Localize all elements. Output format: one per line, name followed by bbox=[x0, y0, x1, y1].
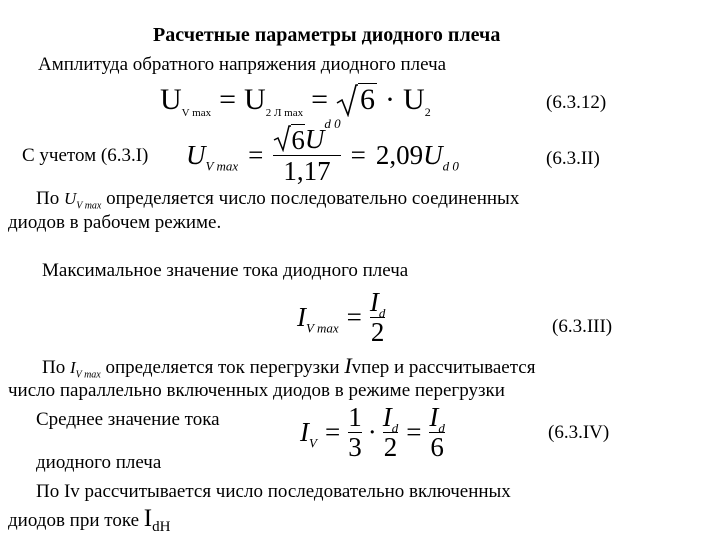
paragraph-overload: По $I_{V max}$ определяется ток перегрузки Ivпер и рассчитывается bbox=[42, 353, 536, 381]
eq4-fraction-2: $\frac{I_d}{2}$ bbox=[382, 401, 399, 462]
paragraph-u-v-max: По $U_{V max}$ определяется число последовательно соединенных bbox=[36, 188, 520, 212]
eq1-rhs: $U_2$ bbox=[403, 83, 431, 119]
paragraph-series-diodes-line2: диодов при токе $I_{dН}$ bbox=[8, 505, 171, 535]
ref-6-3-II: (6.3.II) bbox=[546, 148, 600, 169]
ref-6-3-IV: (6.3.IV) bbox=[548, 422, 610, 443]
eq2-fraction: 6 U d 0 1,17 bbox=[273, 124, 340, 186]
equation-6-3-III: $I_{V max}$ = $\frac{I_d}{2}$ bbox=[297, 286, 386, 347]
paragraph-overload-line2: число параллельно включенных диодов в режиме перегрузки bbox=[8, 380, 505, 401]
eq4-lhs: $I_V$ bbox=[300, 416, 317, 450]
eq1-lhs: $U_{V max}$ bbox=[160, 83, 212, 119]
equation-6-3-II: $U_{V max}$ = 6 U d 0 1,17 = 2,09 $U_{d 0}$ bbox=[186, 116, 459, 186]
paragraph-average-current-line2: диодного плеча bbox=[36, 452, 162, 473]
eq4-fraction-1: $\frac{1}{3}$ bbox=[348, 401, 362, 462]
eq2-prefix: С учетом (6.3.I) bbox=[22, 145, 149, 166]
eq4-fraction-3: $\frac{I_d}{6}$ bbox=[429, 401, 445, 462]
sqrt-icon bbox=[336, 83, 358, 117]
eq3-fraction: $\frac{I_d}{2}$ bbox=[369, 286, 386, 347]
equation-6-3-IV: $I_V$ = $\frac{1}{3}$ · $\frac{I_d}{2}$ = $\frac{I_d}{6}$ bbox=[300, 401, 445, 462]
ref-6-3-III: (6.3.III) bbox=[552, 316, 613, 337]
eq1-mid: $U_{2 Л max}$ bbox=[244, 83, 304, 119]
eq3-lhs: $I_{V max}$ bbox=[297, 301, 339, 335]
eq2-rhs: $U_{d 0}$ bbox=[423, 139, 459, 173]
eq1-sqrt: 6 bbox=[336, 83, 377, 117]
paragraph-series-diodes: По Iv рассчитывается число последовательно включенных bbox=[36, 481, 511, 502]
ref-6-3-12: (6.3.12) bbox=[546, 92, 607, 113]
sqrt-icon bbox=[273, 124, 291, 152]
symbol-u-v-max: $U_{V max}$ bbox=[63, 189, 102, 212]
paragraph-u-v-max-line2: диодов в рабочем режиме. bbox=[8, 212, 222, 233]
symbol-i-v-max: $I_{V max}$ bbox=[69, 358, 101, 381]
paragraph-average-current: Среднее значение тока bbox=[36, 409, 220, 430]
equation-6-3-12: $U_{V max}$ = $U_{2 Л max}$ = 6 · $U_2$ bbox=[160, 83, 431, 119]
eq2-lhs: $U_{V max}$ bbox=[186, 139, 239, 173]
page-title: Расчетные параметры диодного плеча bbox=[153, 24, 501, 46]
paragraph-max-current: Максимальное значение тока диодного плеча bbox=[42, 260, 409, 281]
paragraph-amplitude: Амплитуда обратного напряжения диодного плеча bbox=[38, 54, 447, 75]
